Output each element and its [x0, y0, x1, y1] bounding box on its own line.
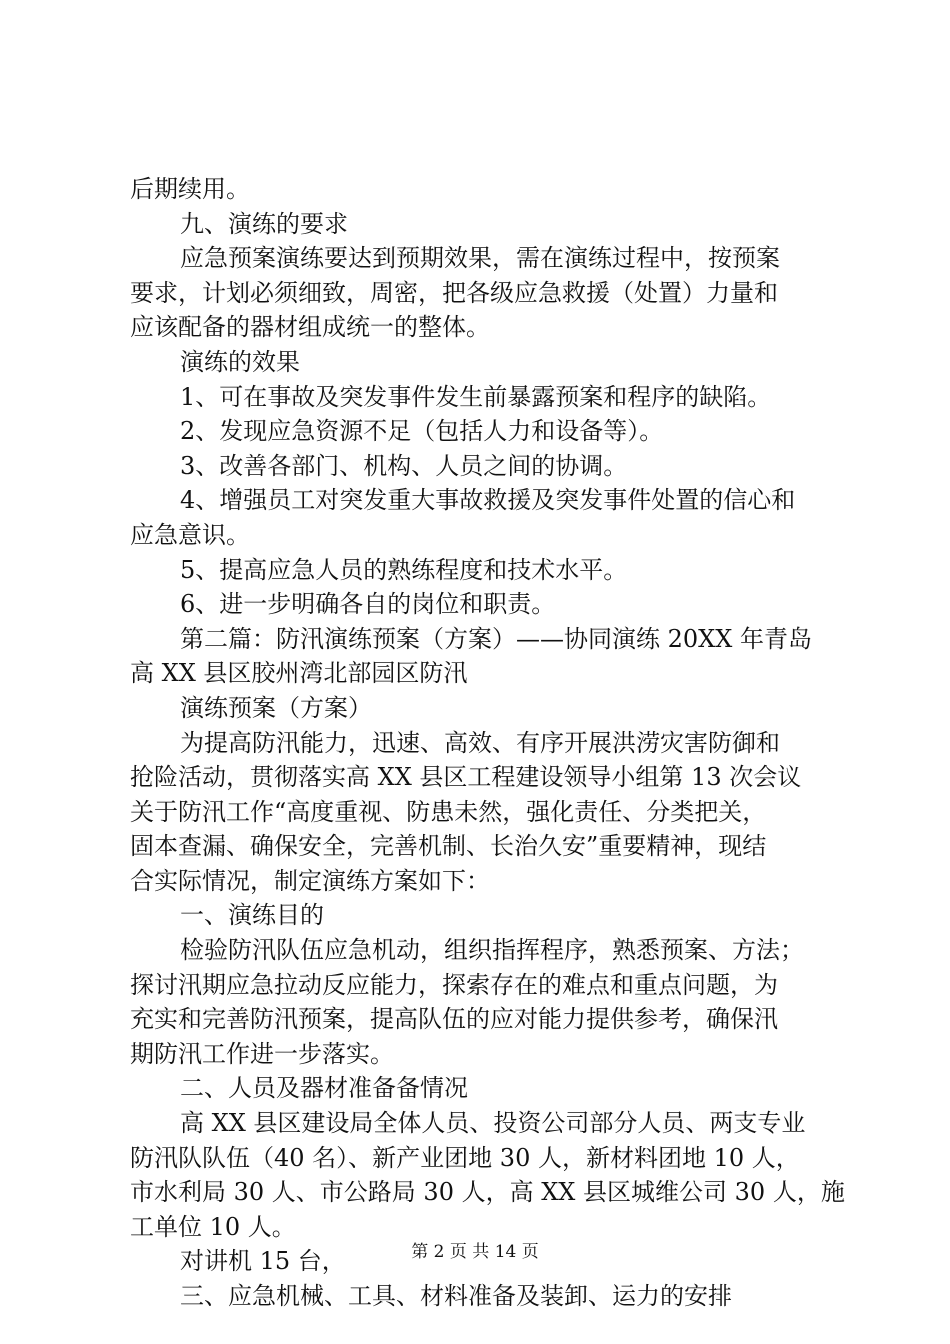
body-line: 充实和完善防汛预案，提高队伍的应对能力提供参考，确保汛	[130, 1005, 778, 1034]
list-item: 3、改善各部门、机构、人员之间的协调。	[180, 451, 628, 480]
body-line: 要求，计划必须细致，周密，把各级应急救援（处置）力量和	[130, 278, 778, 307]
chapter-title-continuation: 高 XX 县区胶州湾北部园区防汛	[130, 659, 468, 688]
section-heading: 一、演练目的	[180, 901, 324, 930]
section-heading: 九、演练的要求	[180, 209, 348, 238]
body-line: 期防汛工作进一步落实。	[130, 1039, 394, 1068]
body-line: 为提高防汛能力，迅速、高效、有序开展洪涝灾害防御和	[180, 728, 780, 757]
body-line: 工单位 10 人。	[130, 1212, 296, 1241]
body-line: 应该配备的器材组成统一的整体。	[130, 313, 490, 342]
body-line: 高 XX 县区建设局全体人员、投资公司部分人员、两支专业	[180, 1109, 806, 1138]
body-line: 探讨汛期应急拉动反应能力，探索存在的难点和重点问题，为	[130, 970, 778, 999]
body-line: 后期续用。	[130, 175, 250, 203]
list-item: 2、发现应急资源不足（包括人力和设备等）。	[180, 417, 664, 446]
list-item: 4、增强员工对突发重大事故救援及突发事件处置的信心和	[180, 486, 796, 515]
list-item: 6、进一步明确各自的岗位和职责。	[180, 590, 556, 619]
chapter-title: 第二篇：防汛演练预案（方案）——协同演练 20XX 年青岛	[180, 624, 812, 653]
body-line: 合实际情况，制定演练方案如下：	[130, 866, 490, 895]
body-line: 固本查漏、确保安全，完善机制、长治久安”重要精神，现结	[130, 832, 767, 861]
section-heading: 二、人员及器材准备备情况	[180, 1074, 468, 1103]
subtitle: 演练预案（方案）	[180, 693, 372, 722]
section-heading: 三、应急机械、工具、材料准备及装卸、运力的安排	[180, 1282, 732, 1310]
body-line: 关于防汛工作“高度重视、防患未然，强化责任、分类把关，	[130, 797, 767, 826]
section-heading: 演练的效果	[180, 347, 300, 376]
body-line: 对讲机 15 台，	[180, 1247, 346, 1276]
body-line: 应急预案演练要达到预期效果，需在演练过程中，按预案	[180, 244, 780, 273]
list-item-continuation: 应急意识。	[130, 520, 250, 549]
list-item: 1、可在事故及突发事件发生前暴露预案和程序的缺陷。	[180, 382, 772, 411]
document-body	[130, 172, 845, 1314]
body-line: 市水利局 30 人、市公路局 30 人，高 XX 县区城维公司 30 人，施	[130, 1178, 845, 1207]
body-line: 防汛队队伍（40 名）、新产业团地 30 人，新材料团地 10 人，	[130, 1143, 800, 1172]
list-item: 5、提高应急人员的熟练程度和技术水平。	[180, 555, 628, 584]
page-footer: 第 2 页 共 14 页	[411, 1242, 539, 1262]
body-line: 检验防汛队伍应急机动，组织指挥程序，熟悉预案、方法；	[180, 936, 804, 965]
body-line: 抢险活动，贯彻落实高 XX 县区工程建设领导小组第 13 次会议	[130, 763, 802, 792]
